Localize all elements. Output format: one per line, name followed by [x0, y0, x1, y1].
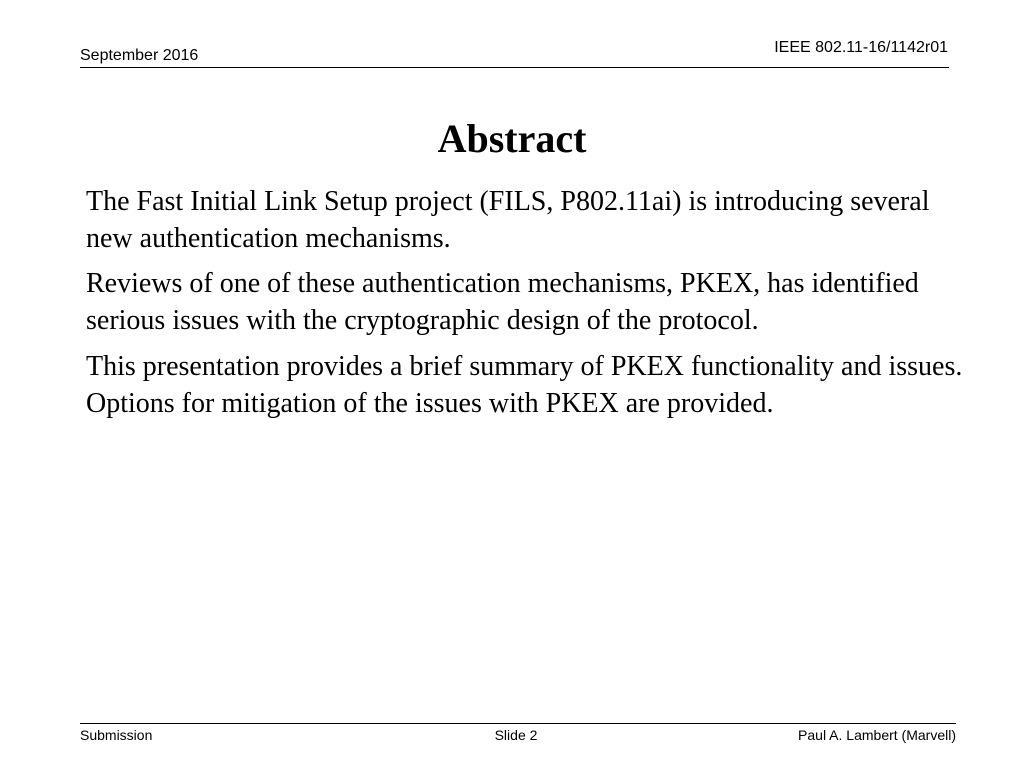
body-paragraph: This presentation provides a brief summary of PKEX functionality and issues. Options for mitigation of the issues with PKEX are provided.	[86, 350, 963, 419]
footer-slide-number: Slide 2	[494, 727, 538, 743]
footer-author: Paul A. Lambert (Marvell)	[798, 727, 956, 743]
footer-divider	[80, 723, 956, 724]
footer-submission: Submission	[80, 727, 153, 743]
header-document-id: IEEE 802.11-16/1142r01	[774, 39, 948, 56]
slide-title: Abstract	[437, 116, 587, 161]
header-divider	[80, 67, 949, 68]
body-paragraph: The Fast Initial Link Setup project (FILS, P802.11ai) is introducing several new authentication mechanisms.	[86, 186, 930, 254]
slide-body	[86, 184, 966, 431]
header-date: September 2016	[80, 47, 199, 64]
body-paragraph: Reviews of one of these authentication mechanisms, PKEX, has identified serious issues with the cryptographic design of the protocol.	[86, 268, 919, 337]
